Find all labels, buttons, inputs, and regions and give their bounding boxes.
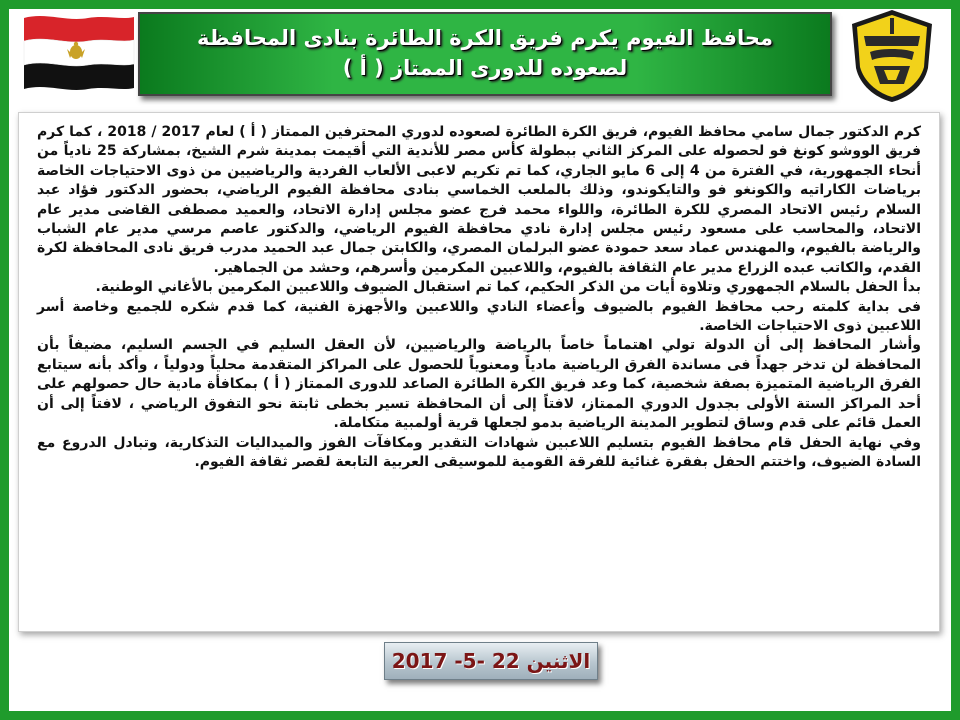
article-body <box>37 123 921 472</box>
fayoum-governorate-logo-icon <box>844 6 940 104</box>
date-badge <box>384 642 598 680</box>
date-label: الاثنين 22 -5- 2017 <box>391 649 591 673</box>
headline-line-1: محافظ الفيوم يكرم فريق الكرة الطائرة بنادى المحافظة <box>197 26 773 50</box>
egypt-flag-icon <box>18 10 138 96</box>
article-paragraph: كرم الدكتور جمال سامي محافظ الفيوم، فريق الكرة الطائرة لصعوده لدوري المحترفين الممتاز ( أ ) لعام 2017 / 2018 ، كما كرم فريق الووشو كونغ فو لحصوله على المركز الثاني ببطولة كأس مصر للأندية التي أقيمت بمدينة شرم الشيخ، بمشاركة 25 نادياً من أنحاء الجمهورية، في الفترة من 4 إلى 6 مايو الجاري، كما تم تكريم لاعبى الألعاب الفردية والرياضيين من ذوى الاحتياجات الخاصة برياضات الكاراتيه والكونغو فو والتايكوندو، وذلك بالملعب الخماسي بنادى محافظة الفيوم الرياضي، بحضور الدكتور فؤاد عبد السلام رئيس الاتحاد المصري للكرة الطائرة، واللواء محمد فرج عضو مجلس إدارة الاتحاد، والعميد مصطفى القاضى مدير عام الاتحاد، والمحاسب على مسعود رئيس مجلس إدارة نادي محافظة الفيوم الرياضي، والدكتور عاصم مرسي مدير عام الشباب والرياضة بالفيوم، والمهندس عماد سعد حمودة عضو البرلمان المصري، والكابتن جمال عبد الحميد مدرب فريق نادى المحافظة لكرة القدم، والكاتب عبده الزراع مدير عام الثقافة بالفيوم، واللاعبين المكرمين وأسرهم، وحشد من الجماهير. <box>37 124 922 276</box>
article-paragraph: وفي نهاية الحفل قام محافظ الفيوم بتسليم اللاعبين شهادات التقدير ومكافآت الفوز والميداليات التذكارية، وتبادل الدروع مع السادة الضيوف، واختتم الحفل بفقرة غنائية للفرقة القومية للموسيقى العربية التابعة لقصر ثقافة الفيوم. <box>37 434 921 470</box>
article-box <box>18 112 940 632</box>
headline-line-2: لصعوده للدورى الممتاز ( أ ) <box>342 56 628 80</box>
headline-banner <box>138 12 832 96</box>
article-paragraph: فى بداية كلمته رحب محافظ الفيوم بالضيوف وأعضاء النادي واللاعبين والأجهزة الفنية، كما قدم شكره للجميع وخاصة أسر اللاعبين ذوى الاحتياجات الخاصة. <box>37 298 921 335</box>
article-paragraph: وأشار المحافظ إلى أن الدولة تولي اهتماماً خاصاً بالرياضة والرياضيين، لأن العقل السليم في الجسم السليم، مضيفاً بأن المحافظة لن تدخر جهداً فى مساندة الفرق الرياضية مادياً ومعنوياً للحصول على المراكز المتقدمة محلياً ودولياً ، وأكد بأنه سيتابع الفرق الرياضية المتميزة بصفة شخصية، كما وعد فريق الكرة الطائرة الصاعد للدورى الممتاز ( أ ) بمكافأة مادية حال حصولهم على أحد المراكز الستة الأولى بجدول الدوري الممتاز، لافتاً إلى أن المحافظة تسير بخطى ثابتة نحو التفوق الرياضي ، لافتاً إلى أن العمل قائم على قدم وساق لتطوير المدينة الرياضية بدمو لجعلها قرية أولمبية متكاملة. <box>37 337 921 432</box>
article-paragraph: بدأ الحفل بالسلام الجمهوري وتلاوة أيات من الذكر الحكيم، كما تم استقبال الضيوف واللاعبين المكرمين بالأغاني الوطنية. <box>95 279 921 296</box>
